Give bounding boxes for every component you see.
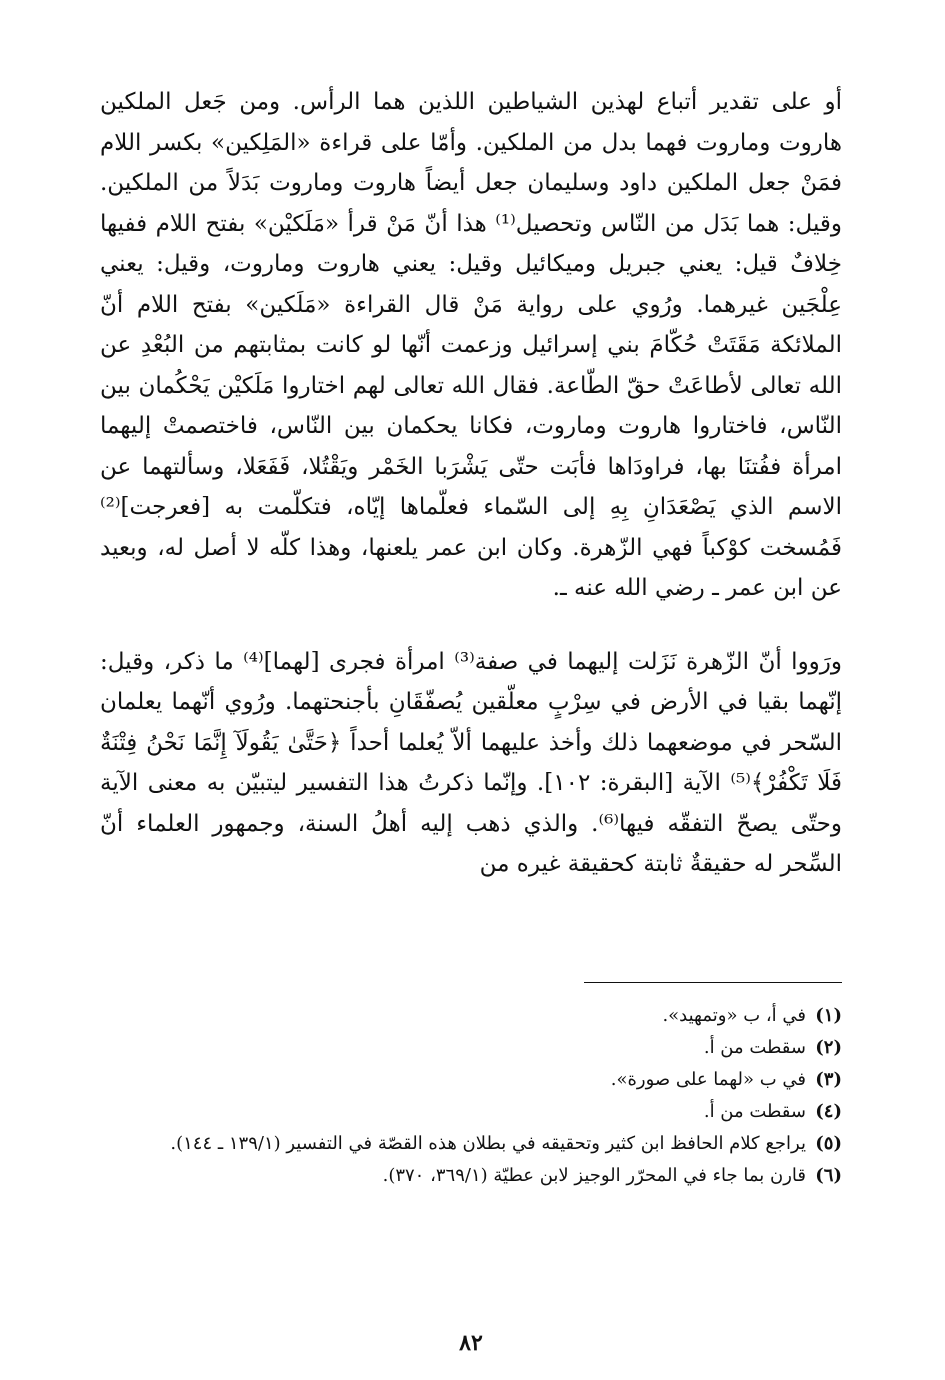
body-paragraph-2: ورَووا أنّ الزّهرة نَزَلت إليهما في صفة⁽³⁾ امرأة فجرى [لهما]⁽⁴⁾ ما ذكر، وقيل: إنّهما بقيا في الأرض في سِرْبٍ معلّقين يُصفّقَانِ بأجنحتهما. ورُوي أنّهما يعلمان السّحر في موضعهما ذلك وأخذ عليهما ألاّ يُعلما أحداً ﴿حَتَّىٰ يَقُولَآ إِنَّمَا نَحْنُ فِتْنَةٌ فَلَا تَكْفُرْ﴾⁽⁵⁾ الآية [البقرة: ١٠٢]. وإنّما ذكرتُ هذا التفسير ليتبيّن به معنى الآية وحتّى يصحّ التفقّه فيها⁽⁶⁾. والذي ذهب إليه أهلُ السنة، وجمهور العلماء أنّ السِّحر له حقيقةٌ ثابتة كحقيقة غيره من [100,648,843,877]
page-content [100,82,843,1356]
footnote-item [100,1064,842,1096]
footnote-item [100,1128,842,1160]
footnote-text: يراجع كلام الحافظ ابن كثير وتحقيقه في بطلان هذه القصّة في التفسير (١٣٩/١ ـ ١٤٤). [170,1133,806,1154]
footnote-text: في أ، ب «وتمهيد». [662,1005,806,1026]
footnote-number: (٢) [815,1037,842,1058]
page-number: ٨٢ [459,1330,483,1356]
footnote-number: (٦) [815,1165,842,1186]
footnote-item [100,1000,842,1032]
footnote-text: سقطت من أ. [703,1101,806,1122]
footnote-number: (٥) [815,1133,842,1154]
footnote-text: في ب «لهما على صورة». [610,1069,806,1090]
footnote-number: (٤) [815,1101,842,1122]
footnote-item [100,1160,842,1192]
footnote-number: (٣) [815,1069,842,1090]
footnote-divider [584,982,842,983]
footnotes-list [100,1000,842,1192]
footnote-number: (١) [815,1005,842,1026]
body-paragraph-1: أو على تقدير أتباع لهذين الشياطين اللذين هما الرأس. ومن جَعل الملكين هاروت وماروت فهما بدل من الملكين. وأمّا على قراءة «المَلِكين» بكسر اللام فمَنْ جعل الملكين داود وسليمان جعل أيضاً هاروت وماروت بَدَلاً من الملكين. وقيل: هما بَدَل من النّاس وتحصيل⁽¹⁾ هذا أنّ مَنْ قرأ «مَلَكيْن» بفتح اللام ففيها خِلافٌ قيل: يعني جبريل وميكائيل وقيل: يعني هاروت وماروت، وقيل: يعني عِلْجَين غيرهما. ورُوي على رواية مَنْ قال القراءة «مَلَكين» بفتح اللام أنّ الملائكة مَقَتَتْ حُكّامَ بني إسرائيل وزعمت أنّها لو كانت بمثابتهم من البُعْدِ عن الله تعالى لأطاعَتْ حقّ الطّاعة. فقال الله تعالى لهم اختاروا مَلَكيْن يَحْكُمان بين النّاس، فاختاروا هاروت وماروت، فكانا يحكمان بين النّاس، فاختصمتْ إليهما امرأة ففُتنَا بها، فراودَاها فأبَت حتّى يَشْرَبا الخَمْر ويَقْتُلا، فَفَعَلا، وسألتهما عن الاسم الذي يَصْعَدَانِ بِهِ إلى السّماء فعلّماها إيّاه، فتكلّمت به [فعرجت]⁽²⁾ فَمُسخت كوْكباً فهي الزّهرة. وكان ابن عمر يلعنها، وهذا كلّه لا أصل له، وبعيد عن ابن عمر ـ رضي الله عنه ـ. [100,89,842,601]
footnote-text: قارن بما جاء في المحرّر الوجيز لابن عطيّة (٣٦٩/١، ٣٧٠). [382,1165,806,1186]
footnote-item [100,1096,842,1128]
footnote-text: سقطت من أ. [703,1037,806,1058]
footnote-item [100,1032,842,1064]
